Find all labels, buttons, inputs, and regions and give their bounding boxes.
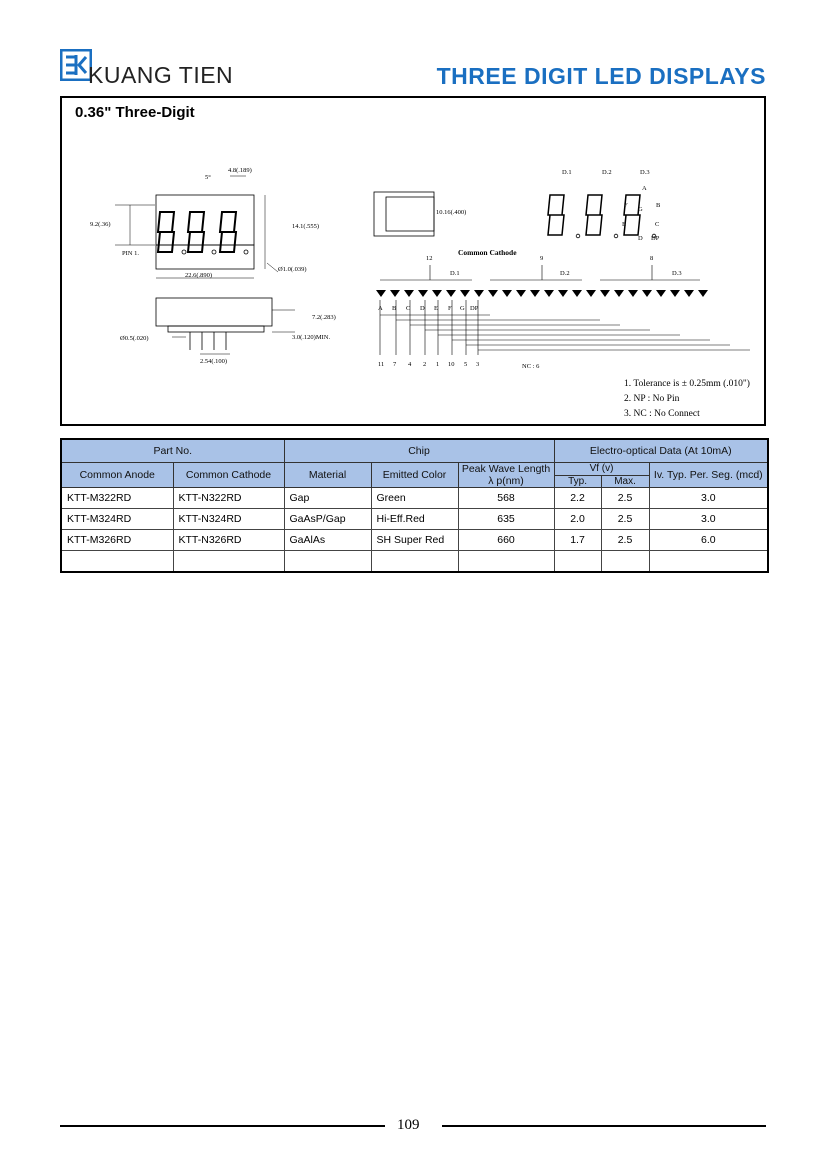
common-pin-2: 9 bbox=[540, 255, 544, 262]
cell-peak: 635 bbox=[458, 509, 554, 530]
dim-pin-len: 3.0(.120)MIN. bbox=[292, 334, 331, 341]
side-view bbox=[374, 192, 434, 236]
cell-material: GaAlAs bbox=[284, 530, 371, 551]
col-header-cathode: Common Cathode bbox=[173, 463, 284, 488]
cell-color bbox=[371, 551, 458, 573]
dim-pin-dia: Ø0.5(.020) bbox=[120, 335, 149, 342]
section-title: 0.36" Three-Digit bbox=[75, 104, 195, 121]
seg-dp-label: DP bbox=[651, 235, 660, 242]
seg-c-label: C bbox=[655, 221, 660, 228]
cell-cathode: KTT-N324RD bbox=[173, 509, 284, 530]
dim-side-height: 10.16(.400) bbox=[436, 209, 467, 216]
cell-peak bbox=[458, 551, 554, 573]
bottom-pin-5: 1 bbox=[436, 361, 440, 368]
circuit-digit-1: D.1 bbox=[450, 270, 460, 277]
cell-color: Hi-Eff.Red bbox=[371, 509, 458, 530]
cell-iv: 3.0 bbox=[649, 488, 768, 509]
dim-angle: 5° bbox=[205, 174, 211, 181]
common-pin-1: 12 bbox=[426, 255, 433, 262]
circuit-title: Common Cathode bbox=[458, 248, 517, 257]
pin1-label: PIN 1. bbox=[122, 250, 139, 257]
cell-anode: KTT-M324RD bbox=[61, 509, 173, 530]
table-row-empty bbox=[61, 551, 768, 573]
cell-material: GaAsP/Gap bbox=[284, 509, 371, 530]
cell-anode: KTT-M322RD bbox=[61, 488, 173, 509]
anode-dp: DP bbox=[470, 305, 479, 312]
bottom-pin-2: 7 bbox=[393, 361, 397, 368]
cell-vf-typ: 2.0 bbox=[554, 509, 601, 530]
seg-e-label: E bbox=[622, 221, 626, 228]
dim-seg-width: 4.8(.189) bbox=[228, 167, 252, 174]
circuit-digit-2: D.2 bbox=[560, 270, 570, 277]
diode-row bbox=[376, 290, 708, 297]
anode-f: F bbox=[448, 305, 452, 312]
col-header-max: Max. bbox=[601, 475, 649, 488]
table-row bbox=[61, 509, 768, 530]
cell-peak: 568 bbox=[458, 488, 554, 509]
anode-e: E bbox=[434, 305, 438, 312]
cell-iv: 6.0 bbox=[649, 530, 768, 551]
segment-diagram bbox=[548, 195, 656, 238]
cell-iv bbox=[649, 551, 768, 573]
table-row bbox=[61, 530, 768, 551]
technical-drawing bbox=[60, 150, 766, 380]
bottom-pin-1: 11 bbox=[378, 361, 385, 368]
seg-b-label: B bbox=[656, 202, 661, 209]
group-header-chip: Chip bbox=[284, 439, 554, 463]
seg-a-label: A bbox=[642, 185, 647, 192]
cell-material: Gap bbox=[284, 488, 371, 509]
bottom-pin-6: 10 bbox=[448, 361, 455, 368]
cell-iv: 3.0 bbox=[649, 509, 768, 530]
cell-vf-typ bbox=[554, 551, 601, 573]
seg-g-label: G bbox=[638, 206, 643, 213]
dim-dp-dia: Ø1.0(.039) bbox=[278, 266, 307, 273]
brand-name: KUANG TIEN bbox=[88, 62, 234, 88]
anode-b: B bbox=[392, 305, 397, 312]
col-header-color: Emitted Color bbox=[371, 463, 458, 488]
cell-color: SH Super Red bbox=[371, 530, 458, 551]
digit-label-1: D.1 bbox=[562, 169, 572, 176]
dim-pitch: 2.54(.100) bbox=[200, 358, 228, 365]
col-header-iv: Iv. Typ. Per. Seg. (mcd) bbox=[649, 463, 768, 488]
page-number: 109 bbox=[397, 1117, 420, 1133]
dim-height-left: 9.2(.36) bbox=[90, 221, 111, 228]
cell-vf-typ: 2.2 bbox=[554, 488, 601, 509]
cell-vf-max: 2.5 bbox=[601, 509, 649, 530]
note-2: 2. NP : No Pin bbox=[624, 394, 680, 404]
cell-vf-max: 2.5 bbox=[601, 488, 649, 509]
cell-vf-typ: 1.7 bbox=[554, 530, 601, 551]
col-header-anode: Common Anode bbox=[61, 463, 173, 488]
spec-table bbox=[60, 438, 769, 573]
col-header-typ: Typ. bbox=[554, 475, 601, 488]
nc-note: NC : 6 bbox=[522, 363, 540, 370]
footer-rule-right bbox=[442, 1125, 766, 1127]
cell-anode bbox=[61, 551, 173, 573]
dim-width: 22.6(.890) bbox=[185, 272, 213, 279]
peak-line-2: λ p(nm) bbox=[488, 475, 524, 487]
page-title: THREE DIGIT LED DISPLAYS bbox=[436, 63, 766, 89]
seg-d-label: D bbox=[638, 235, 643, 242]
group-header-part: Part No. bbox=[61, 439, 284, 463]
peak-line-1: Peak Wave Length bbox=[461, 463, 551, 475]
col-header-vf: Vf (v) bbox=[554, 463, 649, 476]
digit-label-2: D.2 bbox=[602, 169, 612, 176]
table-row bbox=[61, 488, 768, 509]
front-view bbox=[115, 176, 278, 278]
group-header-electro: Electro-optical Data (At 10mA) bbox=[554, 439, 768, 463]
note-1: 1. Tolerance is ± 0.25mm (.010") bbox=[624, 379, 750, 389]
anode-d: D bbox=[420, 305, 425, 312]
cell-cathode: KTT-N322RD bbox=[173, 488, 284, 509]
col-header-peak bbox=[458, 463, 554, 488]
cell-peak: 660 bbox=[458, 530, 554, 551]
seg-f-label: F bbox=[624, 202, 628, 209]
dim-body-thick: 7.2(.283) bbox=[312, 314, 336, 321]
digit-label-3: D.3 bbox=[640, 169, 650, 176]
col-header-material: Material bbox=[284, 463, 371, 488]
anode-g: G bbox=[460, 305, 465, 312]
bottom-view bbox=[156, 298, 295, 354]
footer-rule-left bbox=[60, 1125, 385, 1127]
anode-a: A bbox=[378, 305, 383, 312]
cell-vf-max bbox=[601, 551, 649, 573]
cell-material bbox=[284, 551, 371, 573]
circuit-digit-3: D.3 bbox=[672, 270, 682, 277]
cell-color: Green bbox=[371, 488, 458, 509]
anode-c: C bbox=[406, 305, 411, 312]
common-pin-3: 8 bbox=[650, 255, 654, 262]
cell-anode: KTT-M326RD bbox=[61, 530, 173, 551]
cell-cathode: KTT-N326RD bbox=[173, 530, 284, 551]
bottom-pin-8: 3 bbox=[476, 361, 480, 368]
note-3: 3. NC : No Connect bbox=[624, 409, 700, 419]
bottom-pin-3: 4 bbox=[408, 361, 412, 368]
dim-height-right: 14.1(.555) bbox=[292, 223, 320, 230]
cell-cathode bbox=[173, 551, 284, 573]
bottom-pin-4: 2 bbox=[423, 361, 427, 368]
notes bbox=[624, 377, 750, 422]
cell-vf-max: 2.5 bbox=[601, 530, 649, 551]
bottom-pin-7: 5 bbox=[464, 361, 468, 368]
